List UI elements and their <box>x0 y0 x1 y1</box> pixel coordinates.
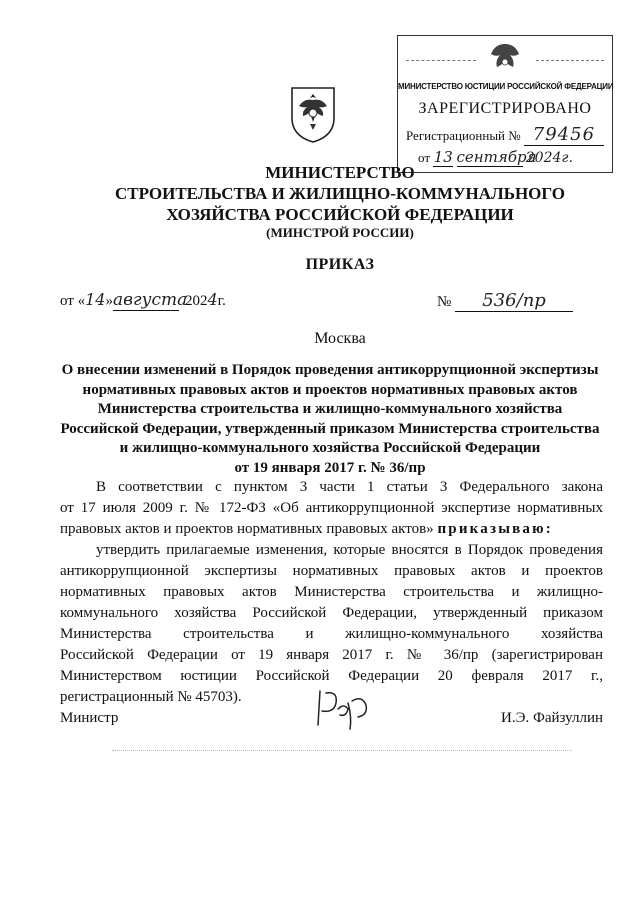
handwritten-signature <box>312 683 374 733</box>
body-line: антикоррупционной экспертизы нормативных правовых актов и проектов <box>60 563 603 579</box>
order-title-line: О внесении изменений в Порядок проведения антикоррупционной экспертизы <box>61 362 599 378</box>
body-line: коммунального хозяйства Российской Федерации, утвержденный приказом <box>60 605 603 621</box>
order-title <box>45 361 615 478</box>
order-date-day: 14 <box>85 290 106 309</box>
stamp-date-month: сентября <box>456 148 537 166</box>
stamp-reg-number: 79456 <box>524 124 604 146</box>
stamp-emblem-icon <box>485 40 525 80</box>
order-date <box>60 290 226 311</box>
registration-stamp <box>397 35 613 173</box>
order-number: 536/пр <box>455 290 573 312</box>
order-title-line: Российской Федерации, утвержденный приказом Министерства строительства <box>60 420 600 437</box>
stamp-date-day: 13 <box>433 148 453 166</box>
order-verb: приказываю: <box>437 521 553 537</box>
stamp-reg-row <box>406 124 604 146</box>
order-title-line: Министерства строительства и жилищно-коммунального хозяйства <box>97 401 563 417</box>
body-line: утвердить прилагаемые изменения, которые вносятся в Порядок проведения <box>96 542 603 558</box>
preamble-line3-text: правовых актов и проектов нормативных правовых актов» <box>60 521 434 537</box>
stamp-org: МИНИСТЕРСТВО ЮСТИЦИИ РОССИЙСКОЙ ФЕДЕРАЦИИ <box>398 82 614 91</box>
stamp-date-year: 2024г. <box>525 150 573 166</box>
preamble-line: В соответствии с пунктом 3 части 1 статьи 3 Федерального закона <box>96 479 603 495</box>
body-line: Российской Федерации от 19 января 2017 г. № 36/пр (зарегистрирован <box>60 647 603 663</box>
order-title-line: нормативных правовых актов и проектов нормативных правовых актов <box>82 381 578 398</box>
body-line: нормативных правовых актов Министерства строительства и жилищно- <box>60 584 603 600</box>
order-number-row <box>437 290 573 312</box>
preamble-line: от 17 июля 2009 г. № 172-ФЗ «Об антикоррупционной экспертизе нормативных <box>60 500 603 516</box>
ministry-short-name: (МИНСТРОЙ РОССИИ) <box>266 225 414 240</box>
ministry-name-line2: СТРОИТЕЛЬСТВА И ЖИЛИЩНО-КОММУНАЛЬНОГО <box>114 184 566 203</box>
stamp-title: ЗАРЕГИСТРИРОВАНО <box>418 100 592 117</box>
ministry-header <box>70 162 610 225</box>
stamp-date-prefix: от <box>418 150 431 165</box>
body-line: регистрационный № 45703). <box>60 689 242 705</box>
stamp-dashed-line <box>536 60 604 61</box>
document-type: ПРИКАЗ <box>305 256 375 273</box>
preamble-line <box>60 519 603 540</box>
scan-dotted-line <box>112 750 572 751</box>
order-date-mid: » <box>105 293 113 309</box>
order-city: Москва <box>314 330 366 347</box>
order-year-digit: 4 <box>207 290 218 309</box>
order-title-line: и жилищно-коммунального хозяйства Российской Федерации <box>119 440 541 456</box>
order-year-suffix: г. <box>217 293 226 309</box>
order-date-prefix: от « <box>60 293 86 309</box>
ministry-name-line1: МИНИСТЕРСТВО <box>265 163 415 182</box>
order-date-month: августа <box>112 290 188 310</box>
order-number-label: № <box>437 294 452 310</box>
body-line: Министерства строительства и жилищно-коммунального хозяйства <box>60 626 603 642</box>
coat-of-arms-emblem <box>286 80 340 144</box>
stamp-dashed-line <box>406 60 476 61</box>
preamble <box>60 477 603 540</box>
stamp-reg-label: Регистрационный № <box>406 128 521 143</box>
signatory-role: Министр <box>60 710 119 726</box>
ministry-name-line3: ХОЗЯЙСТВА РОССИЙСКОЙ ФЕДЕРАЦИИ <box>166 205 514 224</box>
signatory-name: И.Э. Файзуллин <box>501 710 603 726</box>
order-year-prefix: 202 <box>184 293 208 309</box>
body-line: Министерством юстиции Российской Федерации 20 февраля 2017 г., <box>60 668 603 684</box>
order-title-line: от 19 января 2017 г. № 36/пр <box>234 459 426 476</box>
